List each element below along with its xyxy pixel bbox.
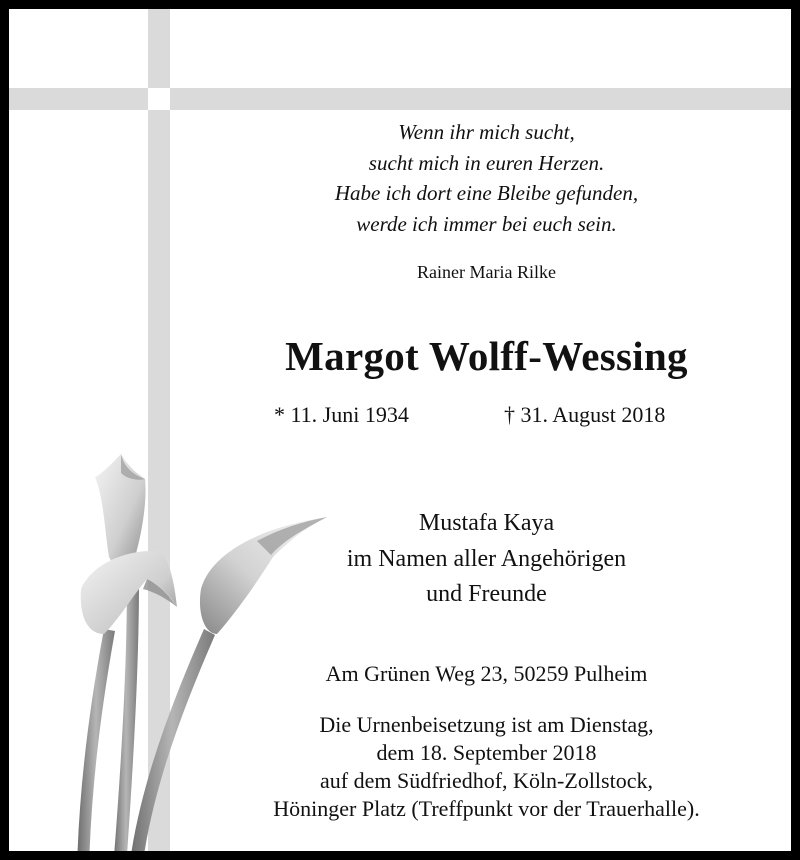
mourner-line: Mustafa Kaya xyxy=(418,510,555,536)
burial-line: auf dem Südfriedhof, Köln-Zollstock, xyxy=(320,768,653,793)
lily-bud xyxy=(95,454,146,566)
birth-date: * 11. Juni 1934 xyxy=(274,402,409,427)
address: Am Grünen Weg 23, 50259 Pulheim xyxy=(325,661,648,686)
poem-line: sucht mich in euren Herzen. xyxy=(368,150,605,175)
lily-stem xyxy=(129,629,215,860)
lily-stem xyxy=(113,579,139,860)
mourners xyxy=(214,506,759,613)
burial-line: Die Urnenbeisetzung ist am Dienstag, xyxy=(319,712,654,737)
poem xyxy=(214,117,759,239)
poem-line: werde ich immer bei euch sein. xyxy=(356,211,617,236)
lily-stem xyxy=(77,629,115,860)
life-dates xyxy=(214,402,759,432)
burial-line: dem 18. September 2018 xyxy=(376,740,597,765)
deceased-name: Margot Wolff-Wessing xyxy=(285,333,688,379)
burial-notice xyxy=(214,711,759,823)
poem-author: Rainer Maria Rilke xyxy=(417,262,556,282)
burial-line: Höninger Platz (Treffpunkt vor der Trauerhalle). xyxy=(273,796,700,821)
cross-horizontal-bar xyxy=(9,88,800,110)
poem-line: Habe ich dort eine Bleibe gefunden, xyxy=(334,181,639,205)
cross-center xyxy=(148,88,170,110)
poem-line: Wenn ihr mich sucht, xyxy=(398,120,575,144)
mourner-line: und Freunde xyxy=(426,581,547,607)
death-date: † 31. August 2018 xyxy=(504,402,666,427)
mourner-line: im Namen aller Angehörigen xyxy=(346,545,627,572)
